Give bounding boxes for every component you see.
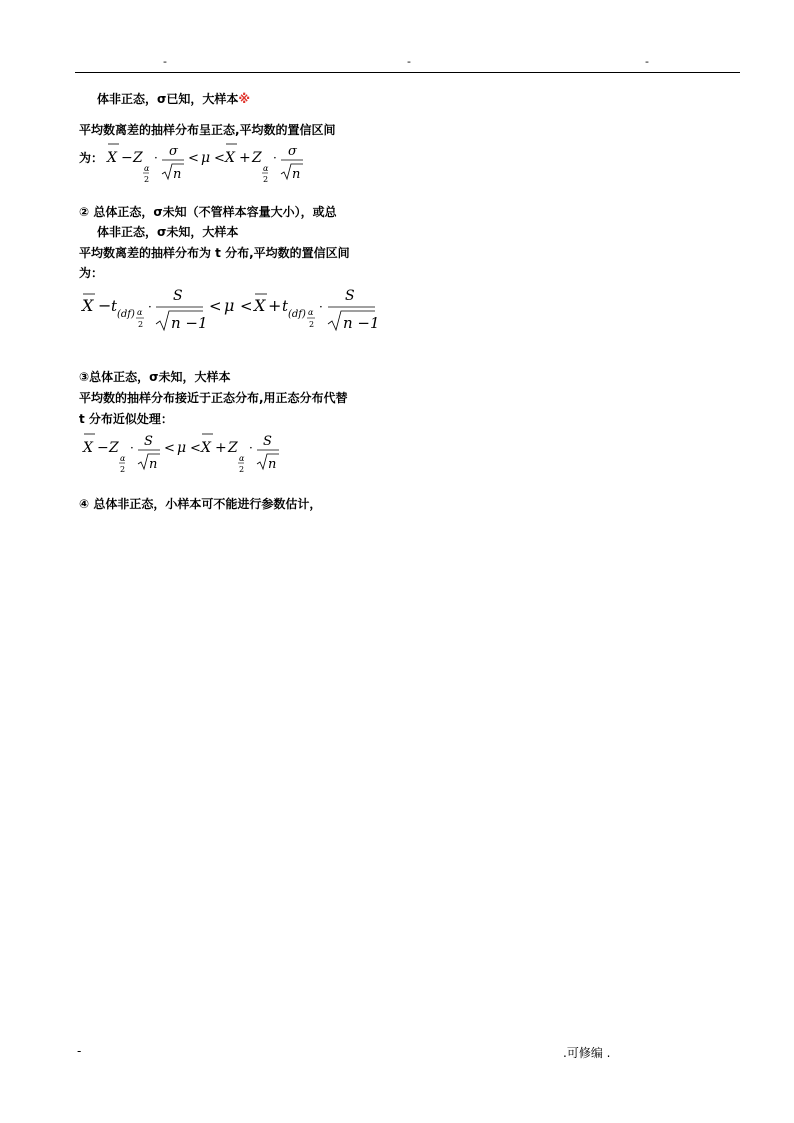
svg-text:−: −: [121, 150, 133, 166]
svg-text:−: −: [98, 296, 112, 315]
case3-heading: ③总体正态，σ未知，大样本: [79, 370, 231, 384]
case2-heading-cont: 体非正态，σ未知，大样本: [97, 225, 239, 239]
formula-t-dist: [78, 283, 388, 335]
case2-desc-cont: 为：: [79, 266, 104, 280]
svg-text:2: 2: [309, 320, 315, 329]
svg-text:2: 2: [263, 175, 269, 184]
svg-text:X: X: [254, 296, 266, 315]
header-dash-center: -: [407, 55, 411, 68]
svg-text:<: <: [214, 151, 225, 166]
svg-text:<: <: [164, 441, 175, 456]
svg-text:+: +: [239, 150, 251, 166]
svg-text:n: n: [173, 167, 182, 182]
svg-text:α: α: [239, 454, 245, 463]
footer-dash: -: [77, 1044, 82, 1058]
svg-text:μ: μ: [224, 296, 235, 315]
svg-text:n: n: [268, 457, 277, 472]
svg-text:n: n: [292, 167, 301, 182]
svg-text:2: 2: [239, 465, 245, 474]
svg-text:Z: Z: [228, 440, 238, 456]
svg-text:·: ·: [154, 151, 158, 165]
case4-heading: ④ 总体非正态，小样本可不能进行参数估计，: [79, 497, 322, 511]
svg-text:σ: σ: [169, 144, 178, 159]
svg-text:α: α: [308, 308, 314, 317]
svg-text:S: S: [263, 434, 272, 449]
case1-heading-text: 体非正态，σ已知，大样本: [97, 92, 239, 106]
case1-heading: [97, 91, 250, 107]
case3-desc: 平均数的抽样分布接近于正态分布,用正态分布代替: [79, 391, 348, 405]
header-dash-right: -: [645, 55, 649, 68]
reference-mark-icon: ※: [238, 92, 251, 106]
header-rule: [75, 72, 740, 73]
svg-text:Z: Z: [252, 150, 262, 166]
svg-text:<: <: [188, 151, 199, 166]
svg-text:(df): (df): [288, 309, 306, 320]
svg-text:·: ·: [273, 151, 277, 165]
svg-text:·: ·: [148, 300, 152, 314]
svg-text:σ: σ: [288, 144, 297, 159]
svg-text:X: X: [107, 150, 117, 166]
svg-text:α: α: [120, 454, 126, 463]
svg-text:α: α: [137, 308, 143, 317]
svg-text:α: α: [144, 164, 150, 173]
case3-desc-cont: t 分布近似处理：: [79, 412, 173, 426]
case2-heading: ② 总体正态，σ未知（不管样本容量大小），或总: [79, 205, 337, 219]
svg-text:Z: Z: [109, 440, 119, 456]
svg-text:·: ·: [319, 300, 323, 314]
svg-text:X: X: [82, 296, 94, 315]
formula-z-s: [78, 428, 298, 476]
svg-text:Z: Z: [133, 150, 143, 166]
svg-text:+: +: [268, 296, 282, 315]
svg-text:2: 2: [138, 320, 144, 329]
svg-text:μ: μ: [201, 150, 211, 166]
svg-text:2: 2: [144, 175, 150, 184]
svg-text:<: <: [209, 297, 222, 315]
svg-text:μ: μ: [177, 440, 187, 456]
svg-text:·: ·: [249, 441, 253, 455]
svg-text:t: t: [282, 297, 289, 315]
case1-desc-cont: 为：: [79, 151, 104, 165]
svg-text:X: X: [201, 440, 211, 456]
case1-desc: 平均数离差的抽样分布呈正态,平均数的置信区间: [79, 123, 336, 137]
svg-text:(df): (df): [117, 309, 135, 320]
formula-z-sigma: [100, 138, 320, 186]
svg-text:+: +: [215, 440, 227, 456]
svg-text:n: n: [149, 457, 158, 472]
header-dash-left: -: [163, 55, 167, 68]
svg-text:<: <: [190, 441, 201, 456]
svg-text:S: S: [345, 288, 355, 304]
svg-text:S: S: [144, 434, 153, 449]
svg-text:·: ·: [130, 441, 134, 455]
svg-text:2: 2: [120, 465, 126, 474]
footer-editable-note: .可修编 .: [563, 1046, 611, 1060]
case2-desc: 平均数离差的抽样分布为 t 分布,平均数的置信区间: [79, 246, 350, 260]
svg-text:−: −: [97, 440, 109, 456]
svg-text:X: X: [83, 440, 93, 456]
svg-text:S: S: [173, 288, 183, 304]
svg-text:n −1: n −1: [171, 314, 208, 332]
svg-text:n −1: n −1: [343, 314, 380, 332]
svg-text:t: t: [111, 297, 118, 315]
svg-text:α: α: [263, 164, 269, 173]
svg-text:X: X: [225, 150, 235, 166]
svg-text:<: <: [240, 297, 253, 315]
